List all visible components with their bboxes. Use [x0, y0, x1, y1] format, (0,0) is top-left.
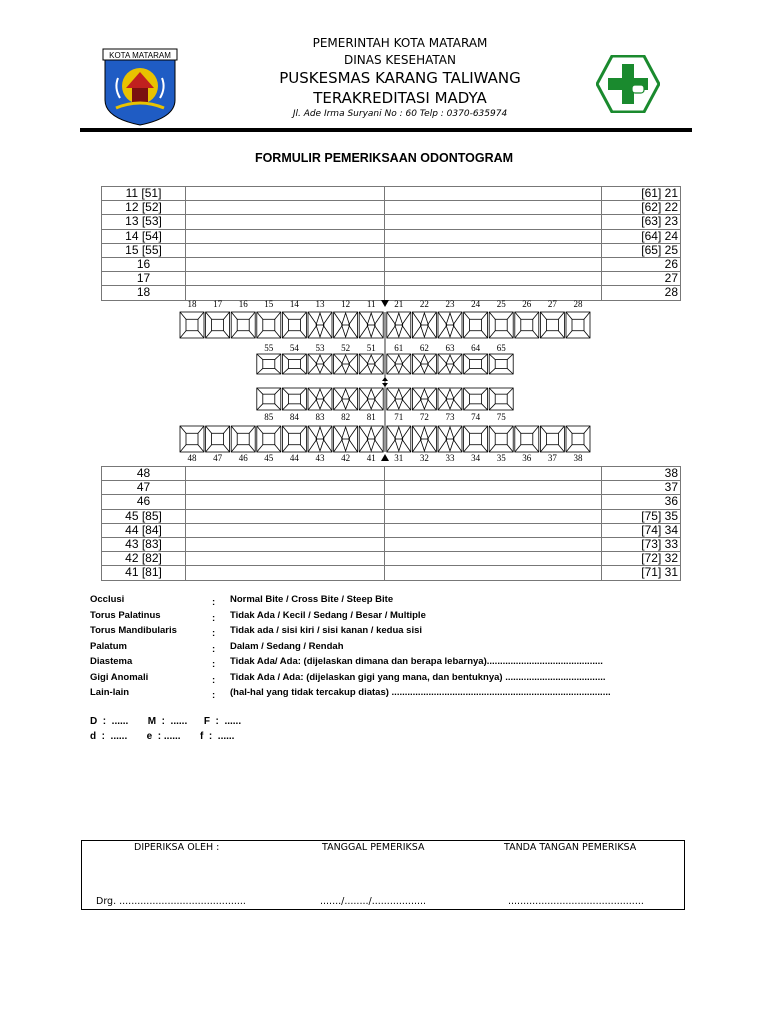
- tooth-number-left: 42 [82]: [102, 552, 186, 566]
- lower-permanent-tooth-label: 45: [264, 453, 274, 463]
- tooth-number-left: 14 [54]: [102, 229, 186, 243]
- lower-permanent-tooth-45[interactable]: [257, 426, 281, 452]
- tooth-number-right: 38: [602, 467, 681, 481]
- lower-permanent-tooth-44[interactable]: [282, 426, 306, 452]
- upper-primary-tooth-52[interactable]: [334, 354, 358, 374]
- exam-label: Torus Palatinus: [90, 609, 161, 621]
- lower-primary-tooth-75[interactable]: [489, 388, 513, 410]
- tooth-number-left: 47: [102, 481, 186, 495]
- tooth-number-left: 45 [85]: [102, 509, 186, 523]
- upper-permanent-tooth-23[interactable]: [438, 312, 462, 338]
- tooth-row: [102, 523, 681, 537]
- tooth-number-right: 27: [602, 272, 681, 286]
- upper-permanent-tooth-label: 18: [187, 299, 197, 309]
- form-title: FORMULIR PEMERIKSAAN ODONTOGRAM: [254, 151, 514, 165]
- header-line-2: DINAS KESEHATAN: [344, 53, 456, 67]
- upper-permanent-tooth-label: 28: [573, 299, 583, 309]
- lower-permanent-tooth-label: 46: [238, 453, 248, 463]
- finding-cell-left[interactable]: [186, 467, 385, 481]
- tooth-number-right: [64] 24: [602, 229, 681, 243]
- upper-permanent-tooth-label: 13: [315, 299, 325, 309]
- lower-permanent-tooth-label: 37: [547, 453, 557, 463]
- finding-cell-left[interactable]: [186, 552, 385, 566]
- lower-permanent-tooth-label: 43: [315, 453, 325, 463]
- upper-primary-tooth-label: 62: [419, 343, 429, 353]
- lower-primary-tooth-73[interactable]: [438, 388, 462, 410]
- exam-label: Lain-lain: [90, 687, 130, 698]
- lower-permanent-tooth-48[interactable]: [180, 426, 204, 452]
- tooth-number-right: [74] 34: [602, 523, 681, 537]
- tooth-number-right: [65] 25: [602, 243, 681, 257]
- signature-box: [81, 840, 685, 910]
- upper-primary-tooth-64[interactable]: [464, 354, 488, 374]
- lower-permanent-tooth-46[interactable]: [231, 426, 255, 452]
- dmf-codes-upper: D : ...... M : ...... F : ......: [90, 716, 242, 727]
- upper-permanent-tooth-label: 23: [445, 299, 455, 309]
- exam-colon: :: [212, 690, 216, 701]
- tooth-number-left: 11 [51]: [102, 187, 186, 201]
- header-line-1: PEMERINTAH KOTA MATARAM: [312, 36, 488, 50]
- lower-permanent-tooth-label: 47: [213, 453, 223, 463]
- tooth-number-left: 44 [84]: [102, 523, 186, 537]
- midline-arrow-up-icon: [381, 454, 389, 461]
- upper-permanent-tooth-15[interactable]: [257, 312, 281, 338]
- finding-cell-left[interactable]: [186, 566, 385, 580]
- upper-permanent-tooth-label: 21: [394, 299, 404, 309]
- exam-colon: :: [212, 659, 216, 670]
- header-line-3: PUSKESMAS KARANG TALIWANG: [279, 69, 521, 87]
- upper-permanent-tooth-label: 12: [341, 299, 351, 309]
- tooth-number-left: 17: [102, 272, 186, 286]
- exam-date-label: TANGGAL PEMERIKSA: [322, 842, 425, 853]
- tooth-number-left: 48: [102, 467, 186, 481]
- upper-permanent-tooth-21[interactable]: [387, 312, 411, 338]
- lower-primary-tooth-label: 82: [341, 412, 351, 422]
- lower-permanent-tooth-label: 48: [187, 453, 197, 463]
- tooth-number-left: 16: [102, 257, 186, 271]
- lower-primary-tooth-label: 83: [315, 412, 325, 422]
- upper-primary-tooth-51[interactable]: [359, 354, 383, 374]
- signature-field[interactable]: .............................................: [508, 896, 644, 907]
- lower-permanent-tooth-label: 41: [366, 453, 376, 463]
- upper-primary-tooth-54[interactable]: [282, 354, 306, 374]
- exam-colon: :: [212, 674, 216, 686]
- upper-permanent-tooth-24[interactable]: [464, 312, 488, 338]
- tooth-row: [102, 537, 681, 551]
- tooth-number-left: 13 [53]: [102, 215, 186, 229]
- tooth-number-left: 46: [102, 495, 186, 509]
- upper-permanent-tooth-label: 24: [471, 299, 481, 309]
- upper-permanent-tooth-label: 25: [496, 299, 506, 309]
- tooth-number-left: 41 [81]: [102, 566, 186, 580]
- upper-permanent-tooth-label: 26: [522, 299, 532, 309]
- upper-primary-tooth-label: 54: [289, 343, 299, 353]
- upper-permanent-tooth-16[interactable]: [231, 312, 255, 338]
- finding-cell-right[interactable]: [385, 537, 602, 551]
- upper-primary-tooth-label: 53: [315, 343, 325, 353]
- upper-permanent-tooth-17[interactable]: [206, 312, 230, 338]
- lower-permanent-tooth-37[interactable]: [540, 426, 564, 452]
- tooth-number-right: [62] 22: [602, 201, 681, 215]
- exam-colon: :: [212, 628, 216, 639]
- tooth-row: [102, 467, 681, 481]
- finding-cell-right[interactable]: [385, 495, 602, 509]
- exam-value[interactable]: Tidak Ada/ Ada: (dijelaskan dimana dan berapa lebarnya)............................................: [230, 656, 603, 667]
- midline-arrow-down-icon: [381, 300, 389, 307]
- upper-permanent-tooth-22[interactable]: [412, 312, 436, 338]
- exam-value[interactable]: Tidak Ada / Kecil / Sedang / Besar / Multiple: [230, 609, 426, 621]
- upper-primary-tooth-65[interactable]: [489, 354, 513, 374]
- lower-permanent-tooth-label: 38: [573, 453, 583, 463]
- odontogram-drawing: [0, 0, 768, 470]
- upper-permanent-tooth-label: 27: [547, 299, 557, 309]
- lower-permanent-tooth-42[interactable]: [334, 426, 358, 452]
- exam-colon: :: [212, 612, 216, 624]
- lower-primary-tooth-label: 72: [419, 412, 429, 422]
- finding-cell-right[interactable]: [385, 467, 602, 481]
- exam-label: Gigi Anomali: [90, 671, 149, 683]
- upper-permanent-tooth-label: 17: [213, 299, 223, 309]
- dmf-codes-lower: d : ...... e : ...... f : ......: [90, 731, 235, 742]
- finding-cell-right[interactable]: [385, 552, 602, 566]
- signature-label: TANDA TANGAN PEMERIKSA: [504, 842, 637, 853]
- upper-primary-tooth-label: 51: [366, 343, 376, 353]
- tooth-number-right: 28: [602, 286, 681, 300]
- lower-tooth-table: [101, 466, 681, 581]
- upper-primary-tooth-53[interactable]: [308, 354, 332, 374]
- exam-value[interactable]: Tidak ada / sisi kiri / sisi kanan / kedua sisi: [230, 625, 423, 636]
- lower-primary-tooth-label: 74: [471, 412, 481, 422]
- upper-permanent-tooth-label: 16: [238, 299, 248, 309]
- lower-permanent-tooth-43[interactable]: [308, 426, 332, 452]
- upper-primary-tooth-label: 52: [341, 343, 351, 353]
- exam-value[interactable]: Tidak Ada / Ada: (dijelaskan gigi yang mana, dan bentuknya) ......................................: [230, 671, 606, 683]
- header-line-4: TERAKREDITASI MADYA: [313, 89, 487, 107]
- tooth-number-left: 15 [55]: [102, 243, 186, 257]
- tooth-number-right: [72] 32: [602, 552, 681, 566]
- finding-cell-left[interactable]: [186, 509, 385, 523]
- lower-permanent-tooth-label: 36: [522, 453, 532, 463]
- exam-value[interactable]: Normal Bite / Cross Bite / Steep Bite: [230, 594, 394, 605]
- tooth-row: [102, 495, 681, 509]
- finding-cell-right[interactable]: [385, 509, 602, 523]
- lower-primary-tooth-74[interactable]: [464, 388, 488, 410]
- lower-primary-tooth-label: 71: [394, 412, 404, 422]
- exam-label: Torus Mandibularis: [90, 625, 177, 636]
- upper-primary-tooth-label: 61: [394, 343, 404, 353]
- exam-colon: :: [212, 643, 216, 655]
- lower-permanent-tooth-label: 42: [341, 453, 351, 463]
- lower-permanent-tooth-label: 31: [394, 453, 404, 463]
- tooth-number-left: 18: [102, 286, 186, 300]
- tooth-number-right: 36: [602, 495, 681, 509]
- exam-label: Occlusi: [90, 594, 125, 605]
- tooth-number-right: [71] 31: [602, 566, 681, 580]
- odontogram: [0, 0, 768, 470]
- upper-permanent-tooth-28[interactable]: [566, 312, 590, 338]
- upper-permanent-tooth-14[interactable]: [282, 312, 306, 338]
- finding-cell-right[interactable]: [385, 523, 602, 537]
- lower-permanent-tooth-label: 33: [445, 453, 455, 463]
- lower-primary-tooth-label: 75: [496, 412, 506, 422]
- upper-permanent-tooth-26[interactable]: [515, 312, 539, 338]
- lower-permanent-tooth-label: 35: [496, 453, 506, 463]
- exam-date-field[interactable]: ......./......../..................: [320, 896, 427, 907]
- tooth-row: [102, 509, 681, 523]
- upper-primary-tooth-label: 55: [264, 343, 274, 353]
- upper-permanent-tooth-12[interactable]: [334, 312, 358, 338]
- exam-value[interactable]: Dalam / Sedang / Rendah: [230, 640, 344, 652]
- tooth-number-right: [75] 35: [602, 509, 681, 523]
- finding-cell-right[interactable]: [385, 566, 602, 580]
- finding-cell-left[interactable]: [186, 481, 385, 495]
- lower-permanent-tooth-47[interactable]: [206, 426, 230, 452]
- tooth-row: [102, 481, 681, 495]
- lower-primary-tooth-85[interactable]: [257, 388, 281, 410]
- lower-permanent-tooth-32[interactable]: [412, 426, 436, 452]
- upper-permanent-tooth-label: 14: [289, 299, 299, 309]
- upper-permanent-tooth-13[interactable]: [308, 312, 332, 338]
- finding-cell-left[interactable]: [186, 537, 385, 551]
- exam-colon: :: [212, 597, 216, 608]
- examiner-name-field[interactable]: Drg. ..........................................: [96, 896, 246, 907]
- exam-value[interactable]: (hal-hal yang tidak tercakup diatas) ...................................................................................: [230, 687, 611, 698]
- tooth-row: [102, 566, 681, 580]
- upper-permanent-tooth-label: 15: [264, 299, 274, 309]
- upper-permanent-tooth-18[interactable]: [180, 312, 204, 338]
- lower-primary-tooth-label: 73: [445, 412, 455, 422]
- lower-primary-tooth-label: 81: [366, 412, 376, 422]
- lower-permanent-tooth-35[interactable]: [489, 426, 513, 452]
- lower-permanent-tooth-33[interactable]: [438, 426, 462, 452]
- lower-primary-tooth-71[interactable]: [387, 388, 411, 410]
- upper-primary-tooth-label: 65: [496, 343, 506, 353]
- tooth-number-right: 37: [602, 481, 681, 495]
- upper-permanent-tooth-label: 22: [419, 299, 429, 309]
- lower-permanent-tooth-label: 34: [471, 453, 481, 463]
- lower-permanent-tooth-38[interactable]: [566, 426, 590, 452]
- tooth-number-right: [61] 21: [602, 187, 681, 201]
- tooth-number-left: 43 [83]: [102, 537, 186, 551]
- upper-primary-tooth-62[interactable]: [412, 354, 436, 374]
- lower-primary-tooth-82[interactable]: [334, 388, 358, 410]
- tooth-number-right: [63] 23: [602, 215, 681, 229]
- upper-permanent-tooth-label: 11: [366, 299, 376, 309]
- upper-permanent-tooth-11[interactable]: [359, 312, 383, 338]
- lower-primary-tooth-81[interactable]: [359, 388, 383, 410]
- upper-primary-tooth-label: 63: [445, 343, 455, 353]
- upper-primary-tooth-61[interactable]: [387, 354, 411, 374]
- tooth-number-right: [73] 33: [602, 537, 681, 551]
- lower-permanent-tooth-41[interactable]: [359, 426, 383, 452]
- lower-primary-tooth-label: 85: [264, 412, 274, 422]
- exam-label: Palatum: [90, 640, 127, 652]
- lower-primary-tooth-84[interactable]: [282, 388, 306, 410]
- lower-primary-tooth-72[interactable]: [412, 388, 436, 410]
- tooth-number-left: 12 [52]: [102, 201, 186, 215]
- lower-permanent-tooth-36[interactable]: [515, 426, 539, 452]
- exam-label: Diastema: [90, 656, 133, 667]
- finding-cell-left[interactable]: [186, 495, 385, 509]
- tooth-row: [102, 552, 681, 566]
- upper-primary-tooth-55[interactable]: [257, 354, 281, 374]
- upper-permanent-tooth-25[interactable]: [489, 312, 513, 338]
- lower-permanent-tooth-label: 44: [289, 453, 299, 463]
- upper-primary-tooth-label: 64: [471, 343, 481, 353]
- examined-by-label: DIPERIKSA OLEH :: [134, 842, 220, 853]
- lower-permanent-tooth-label: 32: [419, 453, 429, 463]
- lower-primary-tooth-label: 84: [289, 412, 299, 422]
- upper-permanent-tooth-27[interactable]: [540, 312, 564, 338]
- lower-primary-tooth-83[interactable]: [308, 388, 332, 410]
- tooth-number-right: 26: [602, 257, 681, 271]
- finding-cell-right[interactable]: [385, 481, 602, 495]
- upper-primary-tooth-63[interactable]: [438, 354, 462, 374]
- lower-permanent-tooth-34[interactable]: [464, 426, 488, 452]
- header-address: Jl. Ade Irma Suryani No : 60 Telp : 0370-635974: [292, 109, 508, 119]
- finding-cell-left[interactable]: [186, 523, 385, 537]
- svg-text:KOTA MATARAM: KOTA MATARAM: [109, 51, 171, 60]
- lower-permanent-tooth-31[interactable]: [387, 426, 411, 452]
